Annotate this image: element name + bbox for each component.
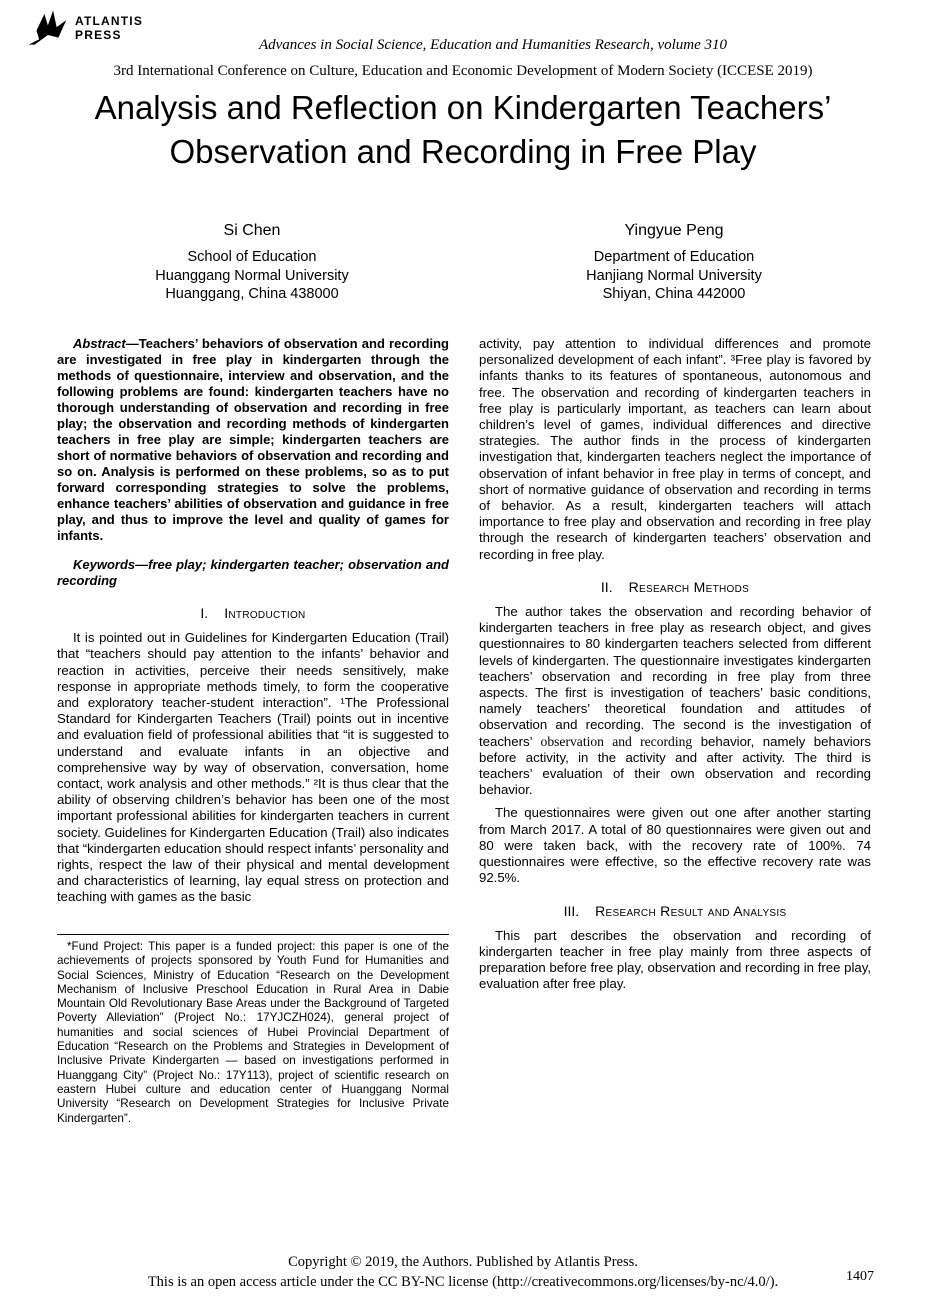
page-number: 1407 (846, 1269, 874, 1284)
footer (0, 1252, 926, 1292)
abstract-label: Abstract (73, 336, 126, 351)
section-title: Research Methods (628, 578, 750, 595)
section-heading-introduction (57, 605, 449, 621)
conference-title: 3rd International Conference on Culture, Education and Economic Development of Modern Society (ICCESE 2019) (113, 63, 813, 79)
author-name: Si Chen (223, 222, 281, 239)
introduction-paragraph-right: activity, pay attention to individual differences and promote personalized development of each infant”. ³Free play is favored by infants thanks to its features of spontaneous, autonomous and free. The observation and recording of kindergarten teachers in free play is particularly important, as teachers can learn about children’s level of games, individual differences and directive strategies. The author finds in the process of kindergarten investigation that, kindergarten teachers neglect the importance of observation of infant behavior in free play in terms of concept, and short of normative guidance of observation and recording in terms of behavior. As a result, kindergarten teachers will attach importance to free play and observation and recording in free play through the research of kindergarten teachers’ observation and recording in free play. (479, 336, 871, 562)
methods-paragraph-1 (479, 604, 871, 798)
author-city: Shiyan, China 442000 (602, 286, 746, 302)
logo-line2: PRESS (75, 28, 122, 42)
section-number: III. (563, 902, 580, 919)
methods-paragraph-1-text-end: behavior, namely behaviors before activity, in the activity and after activity. The third is teachers’ evaluation of their own observation and recording behavior. (479, 733, 871, 798)
keywords-text: —free play; kindergarten teacher; observation and recording (57, 557, 449, 588)
logo-line1: ATLANTIS (75, 14, 144, 28)
methods-paragraph-1-text: The author takes the observation and recording behavior of kindergarten teachers in free play as research object, and gives questionnaires to 80 kindergarten teachers selected from different levels of kindergarten. The questionnaire investigates kindergarten teachers’ observation and recording in free play from three aspects. The first is investigation of teachers’ basic conditions, namely teachers’ theoretical foundation and attitudes of observation and recording. The second is the investigation of teachers’ (479, 604, 871, 749)
author-block-2 (479, 222, 869, 304)
footnote-block (57, 934, 449, 1126)
right-column (479, 336, 871, 993)
keywords-label: Keywords (73, 557, 136, 572)
section-title: Introduction (224, 605, 306, 621)
author-name: Yingyue Peng (624, 222, 724, 239)
author-city: Huanggang, China 438000 (165, 286, 339, 302)
section-number: I. (200, 605, 209, 621)
methods-paragraph-1-serif-phrase: observation and recording (540, 733, 693, 749)
left-column (57, 336, 449, 906)
copyright-line: Copyright © 2019, the Authors. Published by Atlantis Press. (288, 1254, 638, 1270)
journal-title: Advances in Social Science, Education and Humanities Research, volume 310 (258, 37, 728, 53)
section-title: Research Result and Analysis (595, 902, 787, 919)
section-heading-research-result (479, 903, 871, 919)
atlantis-bird-icon (26, 8, 68, 48)
author-department: School of Education (187, 249, 317, 265)
author-university: Huanggang Normal University (155, 267, 349, 284)
keywords (57, 557, 449, 589)
section-heading-research-methods (479, 579, 871, 595)
author-university: Hanjiang Normal University (586, 267, 762, 284)
abstract-text: —Teachers’ behaviors of observation and recording are investigated in free play in kindergarten through the methods of questionnaire, interview and observation, and the following problems are found: kindergarten teachers have no thorough understanding of observation and recording in free play; the observation and recording methods of kindergarten teachers in free play are simple; kindergarten teachers are short of normative behaviors of observation and recording and so on. Analysis is performed on these problems, so as to put forward corresponding strategies to solve the problems, enhance teachers’ abilities of observation and guidance in free play, and thus to improve the level and quality of games for infants. (57, 336, 449, 543)
paper-title: Analysis and Reflection on Kindergarten Teachers’ Observation and Recording in Free Play (94, 89, 832, 170)
license-line: This is an open access article under the CC BY-NC license (http://creativecommons.org/licenses/by-nc/4.0/). (147, 1274, 779, 1290)
fund-project-note: *Fund Project: This paper is a funded project: this paper is one of the achievements of projects sponsored by Youth Fund for Humanities and Social Sciences, Ministry of Education “Research on the Development Mechanism of Inclusive Preschool Education in Rural Area in Dabie Mountain Old Revolutionary Base Areas under the Background of Targeted Poverty Alleviation” (Project No.: 17YJCZH024), general project of humanities and social sciences of Hubei Provincial Department of Education “Research on the Problems and Strategies in Development of Inclusive Private Kindergarten — based on investigations performed in Huanggang City” (Project No.: 17Y113), project of scientific research on eastern Hubei culture and education center of Huanggang Normal University “Research on Development Strategies for Inclusive Private Kindergarten”. (57, 940, 449, 1125)
author-department: Department of Education (593, 249, 755, 265)
abstract (57, 336, 449, 544)
results-paragraph-1: This part describes the observation and recording of kindergarten teacher in free play mainly from three aspects of preparation before free play, observation and recording in free play, evaluation after free play. (479, 927, 871, 992)
methods-paragraph-2: The questionnaires were given out one after another starting from March 2017. A total of 80 questionnaires were given out and 80 were taken back, with the recovery rate of 100%. 74 questionnaires were effective, so the effective recovery rate was 92.5%. (479, 805, 871, 886)
introduction-paragraph-left: It is pointed out in Guidelines for Kindergarten Education (Trail) that “teachers should pay attention to the infants’ behavior and reaction in activities, perceive their needs sensitively, make response in appropriate methods timely, to form the cooperative and exploratory teacher-student interaction”. ¹The Professional Standard for Kindergarten Teachers (Trail) points out in incentive and evaluation field of professional abilities that “it is suggested to understand and evaluate infants in an objective and comprehensive way by way of observation, conversation, home contact, work analysis and other methods.” ²It is thus clear that the ability of observing children’s behavior has been one of the most important professional abilities for kindergarten teachers in current society. Guidelines for Kindergarten Education (Trail) also indicates that “kindergarten education should respect infants’ personality and rights, respect the law of their physical and mental development and characteristics of learning, lay equal stress on protection and teaching with games as the basic (57, 630, 449, 905)
section-number: II. (600, 578, 613, 595)
author-block-1 (57, 222, 447, 304)
